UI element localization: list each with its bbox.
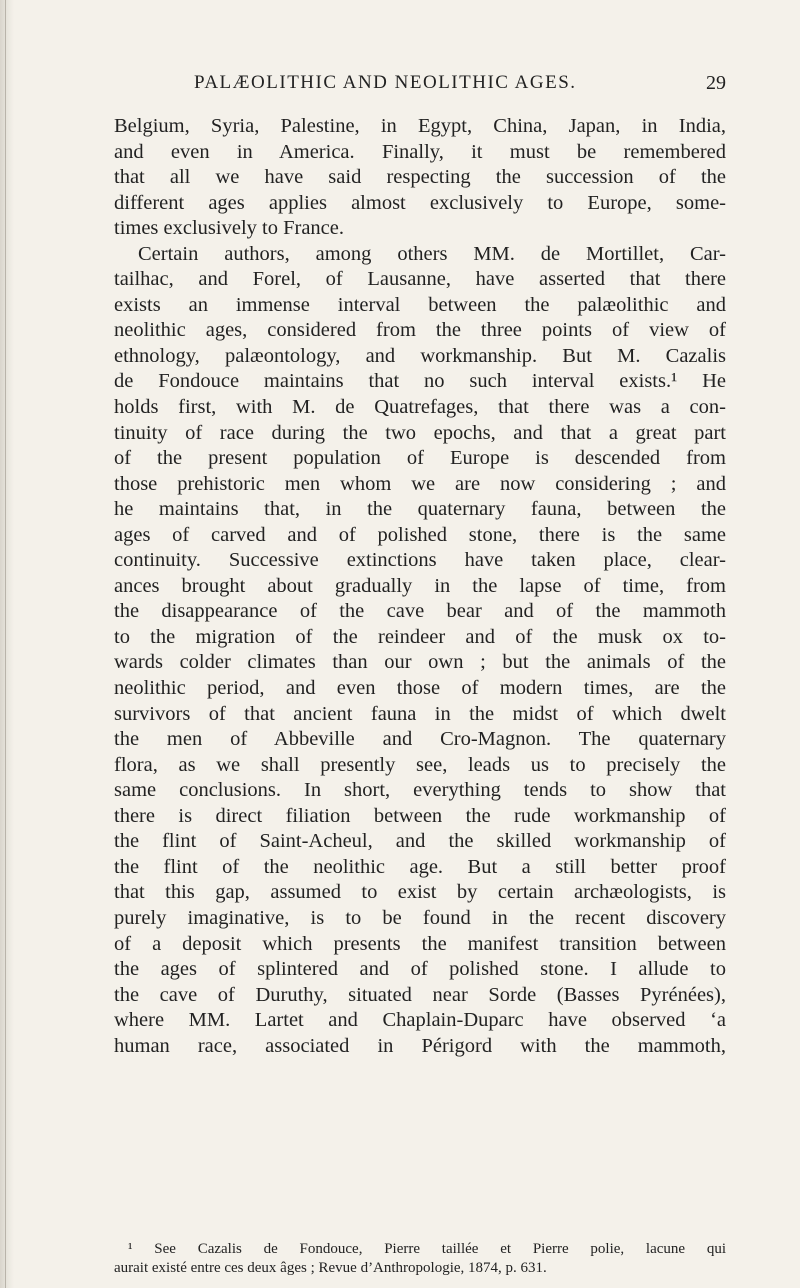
text-line: those prehistoric men whom we are now considering ; and [114,472,726,495]
page-edge-line [5,0,6,1288]
text-line: where MM. Lartet and Chaplain-Duparc have observed ‘a [114,1009,726,1032]
text-line: the flint of the neolithic age. But a still better proof [114,855,726,878]
text-line: survivors of that ancient fauna in the midst of which dwelt [114,702,726,725]
text-line: there is direct filiation between the rude workmanship of [114,804,726,827]
text-line: the cave of Duruthy, situated near Sorde (Basses Pyrénées), [114,983,726,1006]
text-line: de Fondouce maintains that no such interval exists.¹ He [114,370,726,393]
page-number: 29 [706,72,726,94]
running-head [114,72,726,104]
text-line: ethnology, palæontology, and workmanship. But M. Cazalis [114,344,726,367]
text-line: neolithic ages, considered from the three points of view of [114,319,726,342]
text-line: to the migration of the reindeer and of the musk ox to- [114,625,726,648]
text-line: neolithic period, and even those of modern times, are the [114,677,726,700]
text-line: human race, associated in Périgord with the mammoth, [114,1034,726,1057]
text-line: times exclusively to France. [114,217,344,240]
text-line: the flint of Saint-Acheul, and the skilled workmanship of [114,830,726,853]
text-line: he maintains that, in the quaternary fauna, between the [114,498,726,521]
text-line: different ages applies almost exclusively to Europe, some- [114,191,726,214]
body-text [114,114,726,1059]
text-line: exists an immense interval between the palæolithic and [114,293,726,316]
text-line: the men of Abbeville and Cro-Magnon. The quaternary [114,728,726,751]
footnote-line: aurait existé entre ces deux âges ; Revue d’Anthropologie, 1874, p. 631. [114,1260,547,1276]
text-line: purely imaginative, is to be found in the recent discovery [114,906,726,929]
running-title: PALÆOLITHIC AND NEOLITHIC AGES. [194,72,577,93]
text-line: of a deposit which presents the manifest transition between [114,932,726,955]
text-line: that all we have said respecting the succession of the [114,166,726,189]
text-line: tinuity of race during the two epochs, and that a great part [114,421,726,444]
page-edge-shadow [0,0,14,1288]
text-line: Certain authors, among others MM. de Mortillet, Car- [138,242,726,265]
text-line: flora, as we shall presently see, leads us to precisely the [114,753,726,776]
text-line: of the present population of Europe is descended from [114,447,726,470]
footnote [114,1240,726,1278]
text-line: wards colder climates than our own ; but the animals of the [114,651,726,674]
text-line: continuity. Successive extinctions have taken place, clear- [114,549,726,572]
text-line: and even in America. Finally, it must be remembered [114,140,726,163]
text-line: ances brought about gradually in the lapse of time, from [114,574,726,597]
text-line: Belgium, Syria, Palestine, in Egypt, China, Japan, in India, [114,115,726,137]
text-line: the ages of splintered and of polished stone. I allude to [114,958,726,981]
text-line: same conclusions. In short, everything tends to show that [114,779,726,802]
text-line: ages of carved and of polished stone, there is the same [114,523,726,546]
text-line: the disappearance of the cave bear and of the mammoth [114,600,726,623]
text-line: holds first, with M. de Quatrefages, that there was a con- [114,396,726,419]
footnote-line: ¹ See Cazalis de Fondouce, Pierre taillée et Pierre polie, lacune qui [128,1241,726,1257]
text-line: tailhac, and Forel, of Lausanne, have asserted that there [114,268,726,291]
text-line: that this gap, assumed to exist by certain archæologists, is [114,881,726,904]
